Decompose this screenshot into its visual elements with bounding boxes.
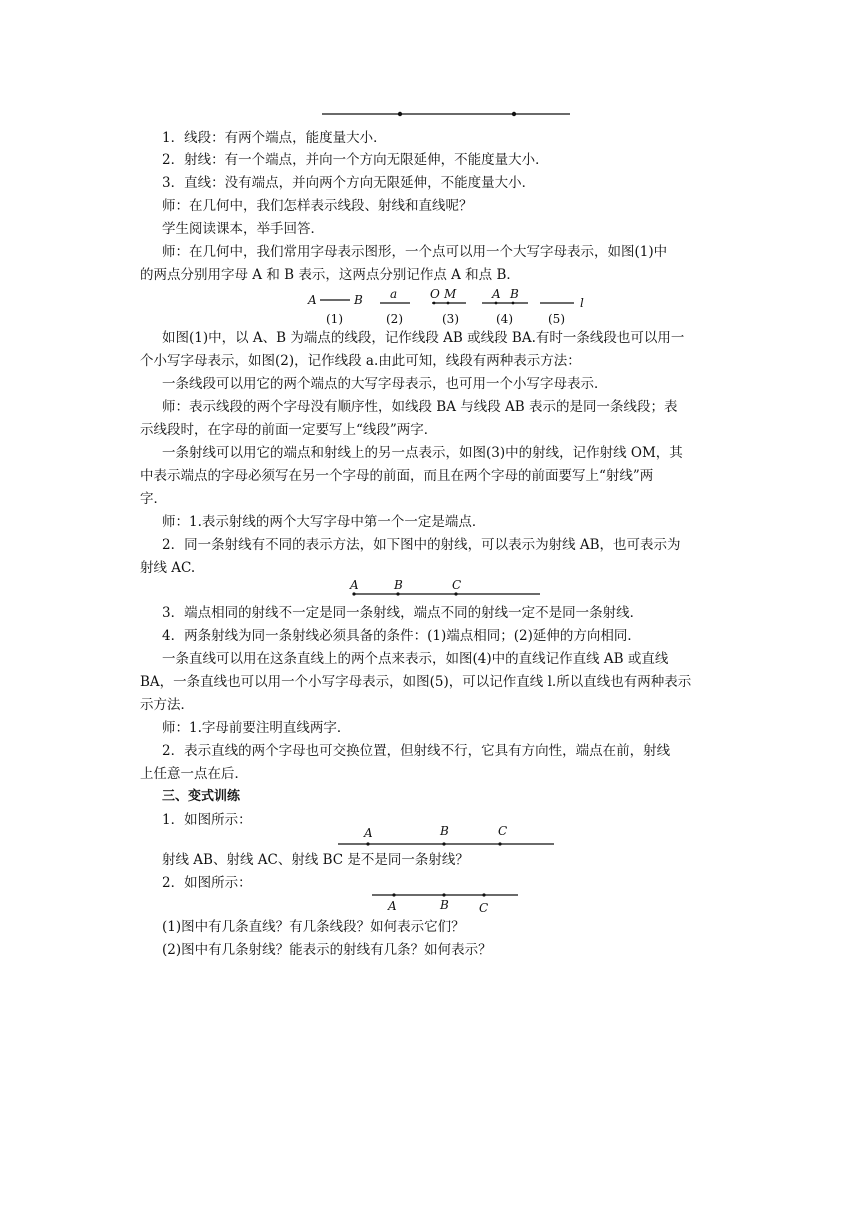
label-C: C: [498, 824, 508, 838]
text-line: 射线 AC.: [140, 560, 196, 576]
label-a: a: [390, 287, 398, 301]
fig-number-2: (2): [386, 312, 403, 326]
notation-figures-1-5: [304, 287, 596, 327]
text-line: 个小写字母表示，如图(2)，记作线段 a.由此可知，线段有两种表示方法：: [140, 353, 581, 369]
text-line: 2．表示直线的两个字母也可交换位置，但射线不行，它具有方向性，端点在前，射线: [162, 743, 671, 759]
text-line: 1．线段：有两个端点，能度量大小．: [162, 130, 387, 146]
exercise-2-figure: [368, 888, 524, 914]
text-line: 示线段时，在字母的前面一定要写上“线段”两字．: [140, 422, 438, 438]
label-A: A: [364, 826, 373, 840]
label-C: C: [452, 578, 462, 592]
label-B: B: [394, 578, 403, 592]
ray-abc-figure: [344, 578, 544, 600]
label-B: B: [440, 824, 449, 838]
text-line: 师：在几何中，我们怎样表示线段、射线和直线呢？: [162, 198, 473, 214]
label-A: A: [492, 287, 501, 301]
fig-number-3: (3): [442, 312, 459, 326]
text-line: 射线 AB、射线 AC、射线 BC 是不是同一条射线？: [162, 852, 469, 868]
text-line: 师：1.表示射线的两个大写字母中第一个一定是端点．: [162, 514, 486, 530]
text-line: 3．端点相同的射线不一定是同一条射线，端点不同的射线一定不是同一条射线．: [162, 605, 644, 621]
text-line: 学生阅读课本，举手回答．: [162, 221, 324, 237]
label-M: M: [444, 287, 457, 301]
text-line: (1)图中有几条直线？有几条线段？如何表示它们？: [162, 919, 465, 935]
fig-number-1: (1): [326, 312, 343, 326]
text-line: 2．射线：有一个端点，并向一个方向无限延伸，不能度量大小．: [162, 152, 549, 168]
text-line: 4．两条射线为同一条射线必须具备的条件：(1)端点相同；(2)延伸的方向相同．: [162, 628, 641, 644]
text-line: 上任意一点在后．: [140, 766, 248, 782]
fig-number-4: (4): [496, 312, 513, 326]
text-line: 师：在几何中，我们常用字母表示图形，一个点可以用一个大写字母表示，如图(1)中: [162, 244, 668, 260]
text-line: 师：表示线段的两个字母没有顺序性，如线段 BA 与线段 AB 表示的是同一条线段；表: [162, 399, 678, 415]
text-line: 如图(1)中，以 A、B 为端点的线段，记作线段 AB 或线段 BA.有时一条线段也可以用一: [162, 330, 685, 346]
text-line: BA，一条直线也可以用一个小写字母表示，如图(5)，可以记作直线 l.所以直线也有两种表示: [140, 674, 692, 690]
label-C: C: [479, 901, 489, 914]
label-B: B: [440, 898, 449, 912]
text-line: 2．如图所示：: [162, 875, 252, 891]
text-line: 一条线段可以用它的两个端点的大写字母表示，也可用一个小写字母表示．: [162, 376, 608, 392]
text-line: 示方法．: [140, 697, 194, 713]
label-A: A: [350, 578, 359, 592]
text-line: 字．: [140, 491, 167, 507]
label-l: l: [580, 296, 584, 310]
text-line: 3．直线：没有端点，并向两个方向无限延伸，不能度量大小．: [162, 175, 536, 191]
text-line: 一条射线可以用它的端点和射线上的另一点表示，如图(3)中的射线，记作射线 OM，其: [162, 445, 683, 461]
label-O: O: [430, 287, 440, 301]
section-heading: 三、变式训练: [162, 789, 241, 804]
text-line: 的两点分别用字母 A 和 B 表示，这两点分别记作点 A 和点 B．: [140, 267, 520, 283]
text-line: 2．同一条射线有不同的表示方法，如下图中的射线，可以表示为射线 AB，也可表示为: [162, 537, 681, 553]
text-line: 1．如图所示：: [162, 812, 252, 828]
label-B: B: [354, 293, 363, 307]
text-line: 中表示端点的字母必须写在另一个字母的前面，而且在两个字母的前面要写上“射线”两: [140, 468, 654, 484]
label-A: A: [308, 293, 317, 307]
label-A: A: [388, 899, 397, 913]
top-line-figure: [320, 108, 572, 120]
exercise-1-figure: [334, 824, 558, 848]
label-B: B: [510, 287, 519, 301]
text-line: 一条直线可以用在这条直线上的两个点来表示，如图(4)中的直线记作直线 AB 或直线: [162, 651, 669, 667]
fig-number-5: (5): [548, 312, 565, 326]
text-line: (2)图中有几条射线？能表示的射线有几条？如何表示？: [162, 942, 492, 958]
text-line: 师：1.字母前要注明直线两字．: [162, 720, 351, 736]
